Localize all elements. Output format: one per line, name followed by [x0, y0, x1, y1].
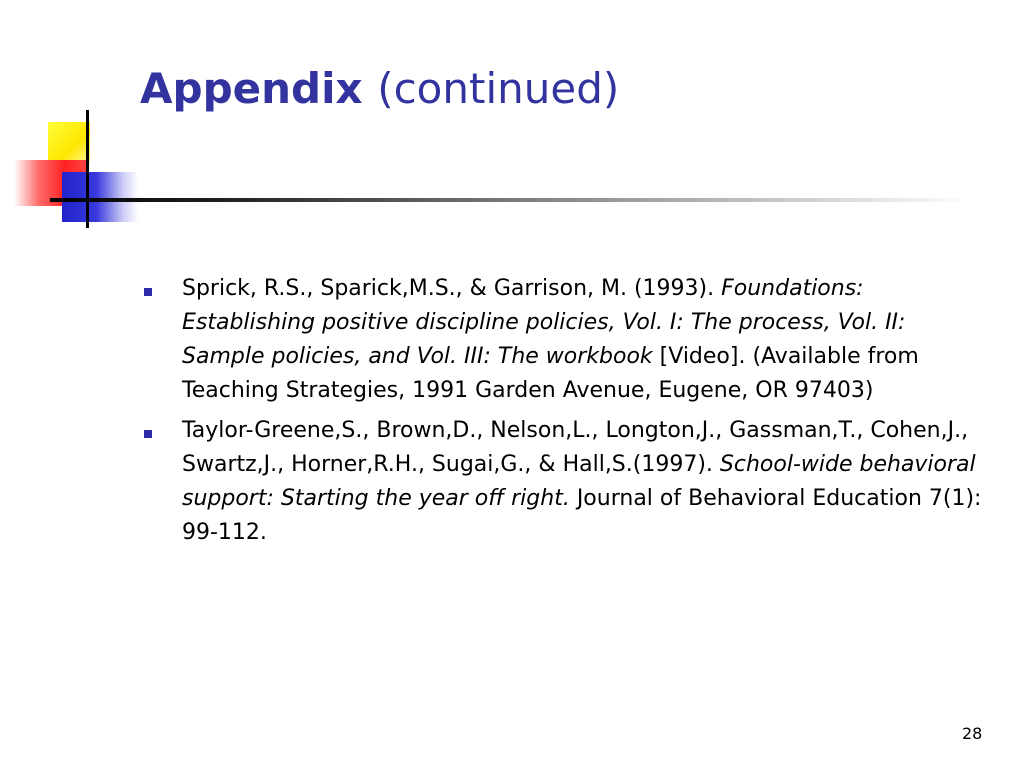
reference-item-sprick [140, 272, 990, 408]
page-number: 28 [962, 724, 983, 743]
reference-authors: Taylor-Greene,S., Brown,D., Nelson,L., Longton,J., Gassman,T., Cohen,J., Swartz,J., Horner,R.H., Sugai,G., & Hall,S.(1997). [182, 418, 969, 477]
bullet-square-icon [144, 430, 152, 438]
bullet-square-icon [144, 288, 152, 296]
decorative-logo [0, 0, 140, 240]
reference-title: Foundations: Establishing positive discipline policies, Vol. I: The process, Vol. II: Sample policies, and Vol. III: The workbook [182, 276, 906, 369]
slide-title-bold: Appendix [140, 64, 363, 113]
slide-title-rest: (continued) [377, 64, 620, 113]
reference-list [140, 272, 990, 556]
reference-details: Journal of Behavioral Education 7(1): 99-112. [182, 486, 982, 545]
reference-item-taylor-greene [140, 414, 990, 550]
logo-blue-square [62, 172, 138, 222]
logo-vertical-line [86, 110, 89, 228]
title-underline-rule [50, 198, 970, 202]
slide-title [140, 64, 619, 114]
logo-yellow-square [48, 122, 90, 164]
reference-title: School-wide behavioral support: Starting the year off right. [182, 452, 976, 511]
reference-authors: Sprick, R.S., Sparick,M.S., & Garrison, M. (1993). [182, 276, 722, 301]
reference-details: [Video]. (Available from Teaching Strategies, 1991 Garden Avenue, Eugene, OR 97403) [182, 344, 919, 403]
